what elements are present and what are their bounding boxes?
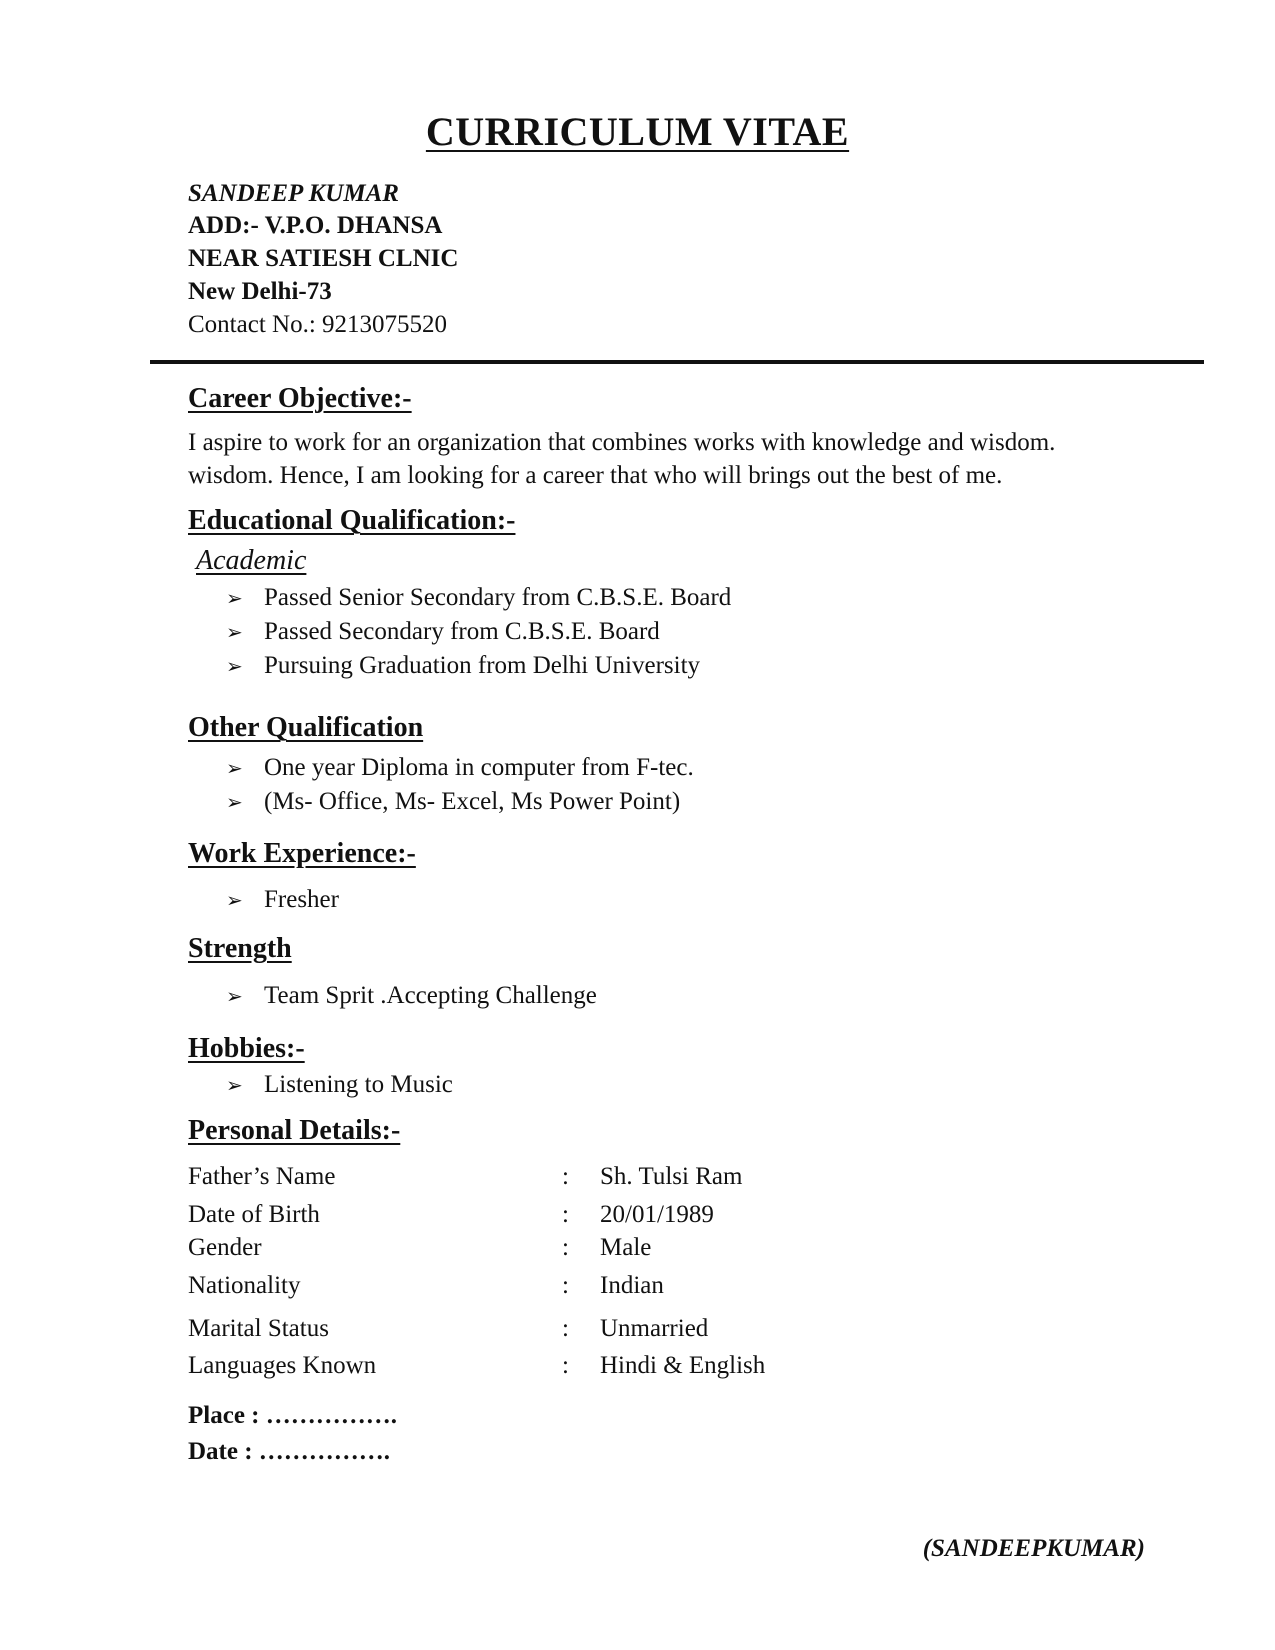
other-qualification-heading: Other Qualification	[188, 712, 424, 743]
place-line: Place : …………….	[188, 1402, 397, 1429]
separator: :	[562, 1163, 569, 1190]
career-objective-line-1: I aspire to work for an organization that combines works with knowledge and wisdom.	[188, 429, 1056, 456]
list-item: ➢ Passed Secondary from C.B.S.E. Board	[226, 618, 660, 645]
arrow-bullet-icon: ➢	[226, 654, 243, 678]
arrow-bullet-icon: ➢	[226, 984, 243, 1008]
separator: :	[562, 1315, 569, 1342]
gender-label: Gender	[188, 1234, 262, 1261]
applicant-name: SANDEEP KUMAR	[188, 180, 399, 207]
hobbies-heading: Hobbies:-	[188, 1033, 305, 1064]
dob-label: Date of Birth	[188, 1201, 320, 1228]
document-title: CURRICULUM VITAE	[425, 109, 850, 154]
list-item: ➢ One year Diploma in computer from F-tec.	[226, 754, 694, 781]
dob-value: 20/01/1989	[600, 1201, 714, 1228]
education-heading: Educational Qualification:-	[188, 505, 516, 536]
separator: :	[562, 1352, 569, 1379]
signature-name: (SANDEEPKUMAR)	[922, 1535, 1145, 1562]
personal-details-heading: Personal Details:-	[188, 1115, 401, 1146]
list-item: ➢ Passed Senior Secondary from C.B.S.E. Board	[226, 584, 732, 611]
list-item: ➢ Team Sprit .Accepting Challenge	[226, 982, 597, 1009]
arrow-bullet-icon: ➢	[226, 790, 243, 814]
languages-value: Hindi & English	[600, 1352, 766, 1379]
marital-status-label: Marital Status	[188, 1315, 329, 1342]
strength-heading: Strength	[188, 933, 292, 964]
header-divider	[150, 360, 1204, 364]
address-line-2: NEAR SATIESH CLNIC	[188, 245, 459, 272]
arrow-bullet-icon: ➢	[226, 1073, 243, 1097]
contact-number: Contact No.: 9213075520	[188, 311, 448, 338]
marital-status-value: Unmarried	[600, 1315, 709, 1342]
arrow-bullet-icon: ➢	[226, 586, 243, 610]
languages-label: Languages Known	[188, 1352, 377, 1379]
career-objective-heading: Career Objective:-	[188, 383, 412, 414]
nationality-value: Indian	[600, 1272, 664, 1299]
address-city: New Delhi-73	[188, 278, 332, 305]
work-experience-heading: Work Experience:-	[188, 838, 416, 869]
separator: :	[562, 1272, 569, 1299]
father-name-value: Sh. Tulsi Ram	[600, 1163, 743, 1190]
academic-subheading: Academic	[196, 545, 307, 576]
list-item: ➢ (Ms- Office, Ms- Excel, Ms Power Point)	[226, 788, 681, 815]
arrow-bullet-icon: ➢	[226, 756, 243, 780]
list-item: ➢ Pursuing Graduation from Delhi University	[226, 652, 701, 679]
gender-value: Male	[600, 1234, 652, 1261]
nationality-label: Nationality	[188, 1272, 301, 1299]
separator: :	[562, 1234, 569, 1261]
list-item: ➢ Fresher	[226, 886, 339, 913]
career-objective-line-2: wisdom. Hence, I am looking for a career that who will brings out the best of me.	[188, 462, 1003, 489]
father-name-label: Father’s Name	[188, 1163, 336, 1190]
arrow-bullet-icon: ➢	[226, 620, 243, 644]
list-item: ➢ Listening to Music	[226, 1071, 453, 1098]
arrow-bullet-icon: ➢	[226, 888, 243, 912]
separator: :	[562, 1201, 569, 1228]
address-line-1: ADD:- V.P.O. DHANSA	[188, 212, 443, 239]
date-line: Date : …………….	[188, 1438, 391, 1465]
